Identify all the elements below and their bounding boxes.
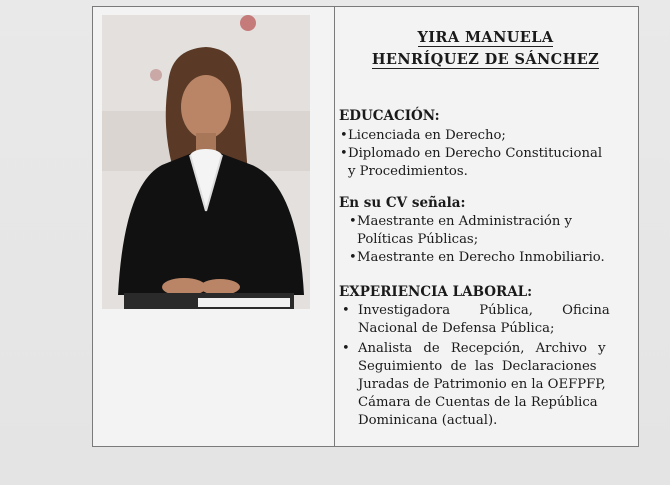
experience-item: Investigadora Pública, Oficina	[358, 303, 610, 318]
experience-item-continued: Seguimiento de las Declaraciones	[358, 359, 597, 374]
portrait-photo	[102, 15, 310, 309]
education-title: EDUCACIÓN:	[339, 108, 440, 124]
slide-card	[92, 6, 639, 447]
experience-item-continued: Dominicana (actual).	[358, 413, 498, 428]
name-line-1	[343, 27, 628, 49]
cv-title: En su CV señala:	[339, 195, 466, 211]
bullet: •	[340, 146, 348, 161]
column-divider	[334, 7, 335, 446]
education-item: Licenciada en Derecho;	[348, 128, 506, 143]
education-item: Diplomado en Derecho Constitucional	[348, 146, 603, 161]
profile-text	[339, 7, 635, 446]
seal-icon	[150, 69, 162, 81]
bullet: •	[349, 214, 357, 229]
experience-item-continued: Cámara de Cuentas de la República	[358, 395, 598, 410]
experience-title: EXPERIENCIA LABORAL:	[339, 284, 533, 300]
bullet: •	[349, 250, 357, 265]
name-last: HENRÍQUEZ DE SÁNCHEZ	[371, 51, 600, 68]
experience-item-continued: Nacional de Defensa Pública;	[358, 321, 555, 336]
emblem-icon	[240, 15, 256, 31]
education-item-continued: y Procedimientos.	[348, 164, 468, 179]
experience-item-continued: Juradas de Patrimonio en la OEFPFP,	[358, 377, 606, 392]
bullet: •	[342, 341, 350, 356]
experience-item: Analista de Recepción, Archivo y	[358, 341, 606, 356]
name-first: YIRA MANUELA	[417, 29, 554, 46]
cv-item: Maestrante en Administración y	[357, 214, 572, 229]
cv-item-continued: Políticas Públicas;	[357, 232, 479, 247]
portrait-illustration	[102, 15, 310, 309]
name-line-2	[343, 49, 628, 71]
cv-item: Maestrante en Derecho Inmobiliario.	[357, 250, 605, 265]
bullet: •	[340, 128, 348, 143]
bullet: •	[342, 303, 350, 318]
